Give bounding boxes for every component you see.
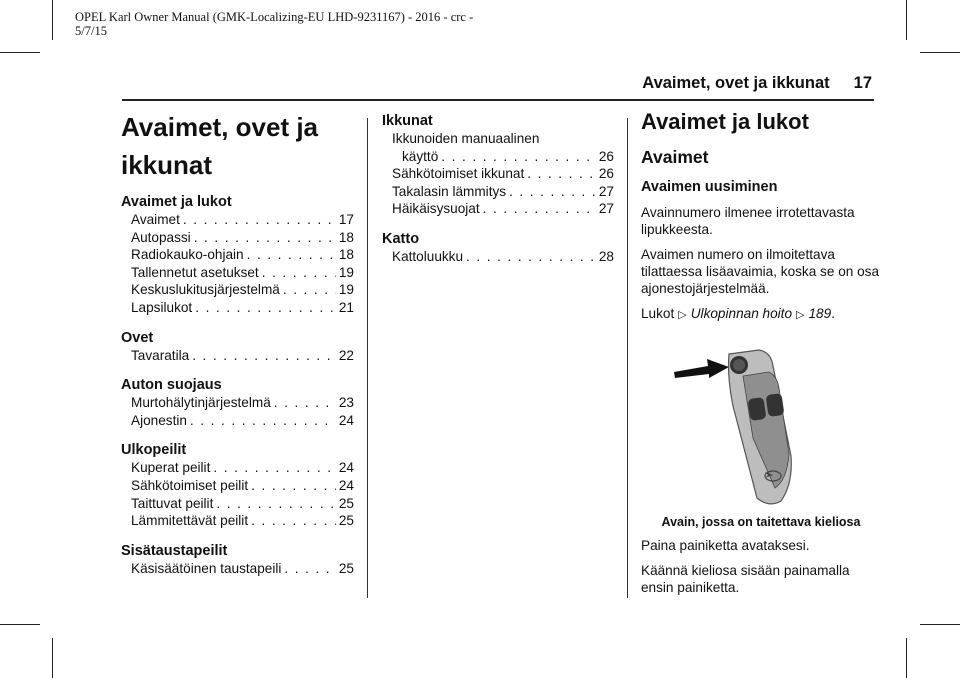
toc-entry[interactable] [121,394,354,412]
toc-entry[interactable] [121,211,354,229]
toc-entry-page: 18 [338,229,354,245]
toc-entry[interactable] [121,477,354,495]
paragraph: Avainnumero ilmenee irrotettavasta lipukkeesta. [641,205,855,237]
key-illustration [641,346,881,511]
crop-mark [0,624,40,625]
toc-heading: Ovet [121,329,154,346]
toc-entry-page: 22 [338,347,354,363]
toc-entry-title: Lämmitettävät peilit [131,513,249,529]
toc-entry-title: Lapsilukot [131,299,193,315]
crop-mark [920,52,960,53]
toc-heading: Ikkunat [382,113,433,129]
toc-entry-title: Avaimet [131,212,180,227]
toc-entry[interactable] [121,495,354,513]
subsubsection-title: Avaimen uusiminen [641,179,778,195]
toc-entry[interactable] [382,200,614,218]
toc-entry-title: Autopassi [131,229,191,245]
toc-entry-title: Häikäisysuojat [392,201,480,217]
cross-reference-paragraph [641,305,881,324]
running-header [642,74,872,93]
toc-entry-title[interactable]: Ikkunoiden manuaalinen [392,131,540,146]
key-figure [641,346,881,511]
crop-mark [0,52,40,53]
toc-entry-page: 24 [338,477,354,493]
crop-mark [906,0,907,40]
xref-arrow-icon: ▷ [678,309,687,321]
toc-entry-title: käyttö [402,148,439,164]
toc-entry-page: 25 [338,560,354,576]
figure-caption: Avain, jossa on taitettava kieliosa [661,515,861,529]
toc-entry[interactable] [121,412,354,430]
paragraph: Paina painiketta avataksesi. [641,538,810,553]
toc-entry[interactable] [121,459,354,477]
toc-entry[interactable] [121,281,354,299]
column-divider [367,118,368,598]
cross-reference-suffix: . [831,306,835,321]
toc-entry[interactable] [121,299,354,317]
toc-entry[interactable] [382,248,614,266]
toc-left-column [121,193,354,577]
section-title: Avaimet ja lukot [641,109,809,134]
toc-entry-title: Kattoluukku [392,248,464,264]
content-column [641,108,881,596]
crop-mark [52,0,53,40]
toc-middle-column [382,112,614,266]
toc-entry[interactable] [121,512,354,530]
toc-entry[interactable] [382,183,614,201]
paragraph: Käännä kieliosa sisään painamalla ensin painiketta. [641,563,850,595]
meta-line-1: OPEL Karl Owner Manual (GMK-Localizing-EU LHD-9231167) - 2016 - crc - [75,10,474,24]
toc-entry-title: Ajonestin [131,412,187,428]
toc-entry[interactable] [121,347,354,365]
cross-reference-page[interactable]: 189 [808,306,832,321]
toc-heading: Katto [382,230,420,247]
paragraph: Avaimen numero on ilmoitettava tilattaessa lisäavaimia, koska se on osa ajonestojärjestelmää. [641,247,880,296]
toc-entry-page: 24 [338,412,354,428]
toc-entry-page: 18 [338,247,354,263]
toc-entry-page: 24 [338,460,354,476]
toc-entry-page: 21 [338,299,354,315]
toc-heading: Avaimet ja lukot [121,194,232,210]
cross-reference-label: Lukot [641,306,675,321]
toc-entry-title: Käsisäätöinen taustapeili [131,560,282,576]
toc-entry-page: 26 [598,166,614,182]
cross-reference-link[interactable]: Ulkopinnan hoito [690,306,793,321]
toc-entry[interactable] [121,560,354,578]
toc-heading: Ulkopeilit [121,442,187,459]
xref-arrow-icon: ▷ [796,309,805,321]
toc-entry-page: 28 [598,248,614,264]
toc-entry-title: Kuperat peilit [131,460,211,476]
toc-entry-title: Murtohälytinjärjestelmä [131,395,271,411]
crop-mark [906,638,907,678]
toc-entry-page: 19 [338,264,354,280]
chapter-title-line-2: ikkunat [121,150,213,180]
toc-entry-title: Sähkötoimiset ikkunat [392,166,525,182]
toc-entry[interactable] [382,165,614,183]
toc-entry-page: 25 [338,495,354,511]
toc-entry[interactable] [121,229,354,247]
toc-entry-title: Tavaratila [131,347,190,363]
toc-entry[interactable] [382,148,614,166]
toc-entry-page: 17 [338,212,354,227]
chapter-title-line-1: Avaimet, ovet ja [121,112,319,142]
document-meta [75,10,495,38]
toc-entry-title: Taittuvat peilit [131,495,214,511]
toc-entry-page: 23 [338,395,354,411]
subsection-title: Avaimet [641,147,709,167]
toc-entry-title: Sähkötoimiset peilit [131,477,249,493]
toc-entry-title: Takalasin lämmitys [392,183,507,199]
toc-entry-page: 27 [598,183,614,199]
toc-entry-title: Tallennetut asetukset [131,264,259,280]
crop-mark [920,624,960,625]
running-title: Avaimet, ovet ja ikkunat [642,74,830,92]
toc-entry-page: 26 [598,148,614,164]
chapter-title [121,108,351,184]
toc-entry[interactable] [121,246,354,264]
toc-entry-title: Radiokauko-ohjain [131,247,244,263]
toc-heading: Sisätaustapeilit [121,542,228,559]
toc-entry-title: Keskuslukitusjärjestelmä [131,282,280,298]
crop-mark [52,638,53,678]
toc-entry[interactable] [121,264,354,282]
toc-heading: Auton suojaus [121,377,222,394]
meta-line-2: 5/7/15 [75,24,107,38]
toc-entry-page: 27 [598,201,614,217]
page-number: 17 [853,74,872,92]
toc-entry-page: 25 [338,513,354,529]
toc-entry-page: 19 [338,282,354,298]
column-divider [627,118,628,598]
header-rule [122,99,874,101]
